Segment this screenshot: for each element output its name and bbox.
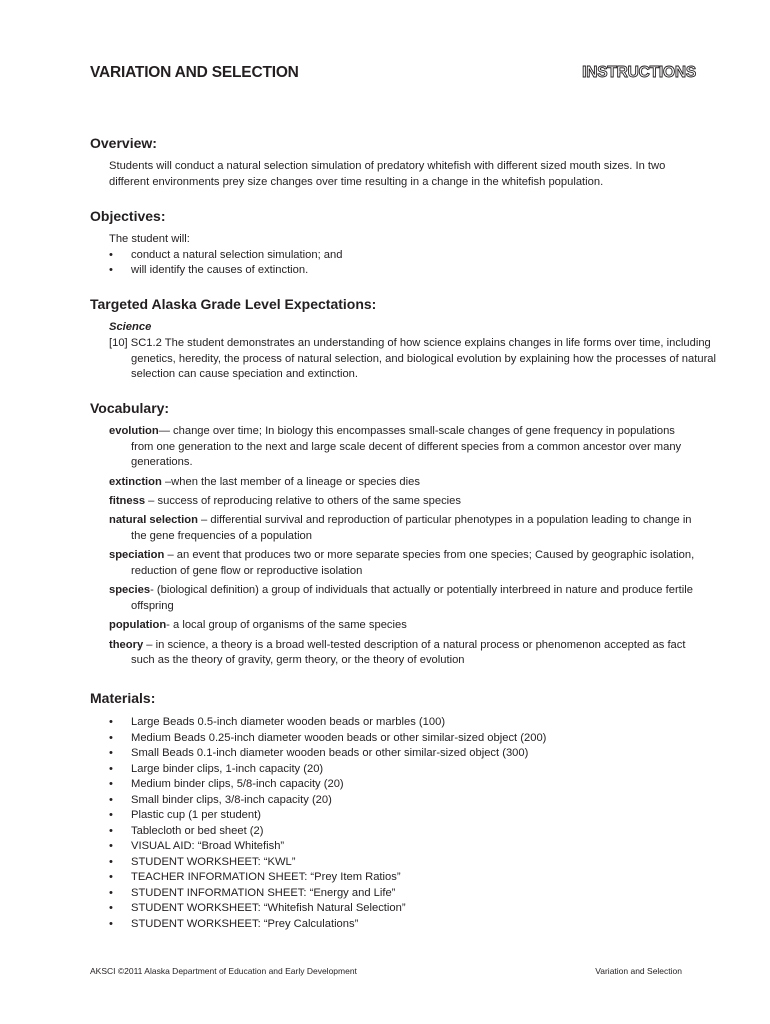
overview-heading: Overview: [90,135,157,151]
list-item: • Medium binder clips, 5/8-inch capacity (20) [109,777,695,793]
gle-text: [10] SC1.2 The student demonstrates an understanding of how science explains changes in life forms over time, including genetics, heredity, the process of natural selection, and biological evolution by explaining how the processes of natural selection can cause speciation and extinction. [109,337,717,380]
materials-list [109,715,695,932]
page-header [90,64,696,88]
list-item: • Small binder clips, 3/8-inch capacity (20) [109,793,695,809]
vocab-definition: - (biological definition) a group of individuals that actually or potentially interbreed in nature and produce fertile offspring [131,584,693,612]
vocab-item [109,475,697,491]
objectives-list [109,248,695,279]
vocab-term: evolution [109,425,159,437]
vocabulary-list [109,424,697,673]
list-item: • VISUAL AID: “Broad Whitefish” [109,839,695,855]
vocab-definition: – differential survival and reproduction of particular phenotypes in a population leading to change in the gene frequencies of a population [131,514,692,542]
objectives-intro: The student will: [109,233,190,245]
list-item: • STUDENT INFORMATION SHEET: “Energy and Life” [109,886,695,902]
vocab-definition: — change over time; In biology this encompasses small-scale changes of gene frequency in populations from one generation to the next and large scale decent of different species from a common ancestor over many generations. [131,425,682,469]
vocabulary-heading: Vocabulary: [90,400,170,416]
vocab-definition: – in science, a theory is a broad well-tested description of a natural process or phenomenon accepted as fact such as the theory of gravity, germ theory, or the theory of evolution [131,638,686,667]
list-item: • Plastic cup (1 per student) [109,808,695,824]
vocab-definition: – success of reproducing relative to others of the same species [145,494,461,507]
vocab-item [109,494,697,510]
gle-subject: Science [109,321,152,333]
vocab-term: speciation [109,549,165,562]
list-item: • STUDENT WORKSHEET: “Whitefish Natural Selection” [109,901,695,917]
list-item: • TEACHER INFORMATION SHEET: “Prey Item Ratios” [109,870,695,886]
vocab-item [109,548,697,579]
vocab-item [109,513,697,544]
vocab-item [109,618,697,634]
list-item: • STUDENT WORKSHEET: “KWL” [109,855,695,871]
materials-heading: Materials: [90,690,156,706]
vocab-definition: – an event that produces two or more separate species from one species; Caused by geographic isolation, reduction of gene flow or reproductive isolation [131,549,695,577]
overview-text: Students will conduct a natural selection simulation of predatory whitefish with different sized mouth sizes. In two different environments prey size changes over time resulting in a change in the whitefish population. [109,160,666,188]
list-item: • Tablecloth or bed sheet (2) [109,824,695,840]
vocab-item [109,583,697,614]
list-item: • will identify the causes of extinction. [109,263,695,279]
vocab-term: natural selection [109,514,198,527]
list-item: • STUDENT WORKSHEET: “Prey Calculations” [109,917,695,933]
list-item: • Large Beads 0.5-inch diameter wooden beads or marbles (100) [109,715,695,731]
instructions-label: INSTRUCTIONS [582,64,696,81]
vocab-item [109,638,697,669]
gle-heading: Targeted Alaska Grade Level Expectations: [90,296,377,312]
document-title: VARIATION AND SELECTION [90,64,299,81]
list-item: • Small Beads 0.1-inch diameter wooden beads or other similar-sized object (300) [109,746,695,762]
vocab-definition: –when the last member of a lineage or species dies [161,475,420,488]
list-item: • Medium Beads 0.25-inch diameter wooden beads or other similar-sized object (200) [109,731,695,747]
vocab-term: extinction [109,475,162,488]
list-item: • conduct a natural selection simulation; and [109,248,695,264]
vocab-term: fitness [109,494,146,507]
vocab-term: species [109,584,151,597]
vocab-definition: - a local group of organisms of the same species [166,619,407,632]
vocab-item [109,424,697,471]
footer-copyright: AKSCI ©2011 Alaska Department of Education and Early Development [90,966,357,976]
vocab-term: population [109,619,167,632]
objectives-heading: Objectives: [90,208,166,224]
list-item: • Large binder clips, 1-inch capacity (20) [109,762,695,778]
footer-title: Variation and Selection [595,966,682,976]
vocab-term: theory [109,638,144,651]
